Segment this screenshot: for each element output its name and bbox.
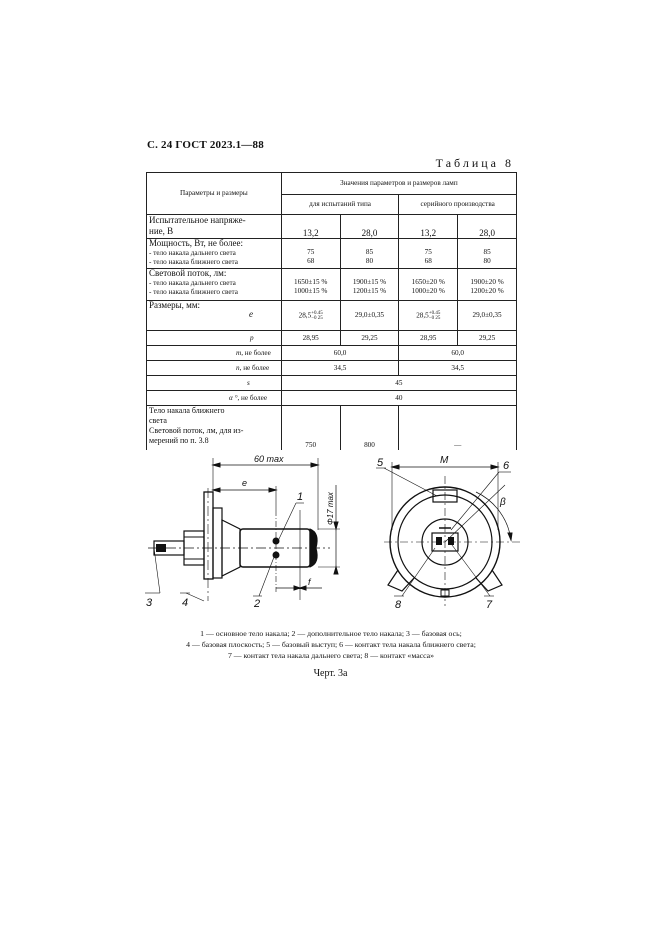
- row-alpha-label: α °, не более: [147, 391, 282, 406]
- callout-5: 5: [377, 457, 384, 469]
- cell: 28,95: [399, 331, 458, 346]
- dim-f: f: [308, 577, 311, 587]
- cell: 1650±20 % 1000±20 %: [399, 269, 458, 301]
- cell: 28,5+0.45 −0 25: [399, 301, 458, 331]
- cell: 800: [340, 406, 399, 450]
- row-m-label: m, не более: [147, 346, 282, 361]
- dim-e: e: [242, 478, 248, 488]
- row-voltage-label: Испытательное напряже- ние, В: [147, 215, 282, 239]
- row-n-label: n, не более: [147, 361, 282, 376]
- cell: 13,2: [399, 215, 458, 239]
- angle-beta: β: [500, 497, 506, 508]
- cell: 34,5: [281, 361, 399, 376]
- cell: 60,0: [281, 346, 399, 361]
- cell: —: [399, 406, 517, 450]
- cell: 34,5: [399, 361, 517, 376]
- dim-M: M: [440, 455, 449, 466]
- row-s-label: s: [147, 376, 282, 391]
- callout-1: 1: [297, 491, 304, 503]
- row-flux-label: Световой поток, лм: - тело накала дальнего света - тело накала ближнего света: [147, 269, 282, 301]
- row-power-label: Мощность, Вт, не более: - тело накала дальнего света - тело накала ближнего света: [147, 239, 282, 269]
- lamp-side-view: [145, 454, 340, 610]
- callout-6: 6: [503, 460, 510, 472]
- header-serial: серийного производства: [399, 195, 517, 215]
- cell: 60,0: [399, 346, 517, 361]
- dim-60max: 60 max: [254, 454, 284, 464]
- table-title: Таблица 8: [435, 156, 514, 170]
- cell: 28,0: [340, 215, 399, 239]
- header-test: для испытаний типа: [281, 195, 399, 215]
- cell: 28,0: [458, 215, 517, 239]
- cell: 75 68: [281, 239, 340, 269]
- header-params: Параметры и размеры: [147, 173, 282, 215]
- cell: 1650±15 % 1000±15 %: [281, 269, 340, 301]
- cell: 750: [281, 406, 340, 450]
- cell: 29,25: [340, 331, 399, 346]
- cell: 40: [281, 391, 516, 406]
- cell: 29,0±0,35: [458, 301, 517, 331]
- cell: 29,0±0,35: [340, 301, 399, 331]
- cell: 28,5+0.45 −0 25: [281, 301, 340, 331]
- cell: 1900±15 % 1200±15 %: [340, 269, 399, 301]
- callout-7: 7: [486, 599, 493, 611]
- cell: 28,95: [281, 331, 340, 346]
- callout-8: 8: [395, 599, 402, 611]
- header-values: Значения параметров и размеров ламп: [281, 173, 516, 195]
- cell: 45: [281, 376, 516, 391]
- cell: 13,2: [281, 215, 340, 239]
- cell: 29,25: [458, 331, 517, 346]
- cell: 75 68: [399, 239, 458, 269]
- page-header: С. 24 ГОСТ 2023.1—88: [147, 139, 264, 151]
- row-dims-label: Размеры, мм: e: [147, 301, 282, 331]
- row-lowbeam-label: Тело накала ближнего света Световой поток, лм, для из- мерений по п. 3.8: [147, 406, 282, 450]
- callout-4: 4: [182, 597, 189, 609]
- figure-label: Черт. 3а: [313, 668, 348, 679]
- callout-3: 3: [146, 597, 153, 609]
- cell: 85 80: [340, 239, 399, 269]
- dim-phi17max: Φ17 max: [326, 492, 335, 525]
- cell: 1900±20 % 1200±20 %: [458, 269, 517, 301]
- row-p-label: p: [147, 331, 282, 346]
- figure-caption: 1 — основное тело накала; 2 — дополнительное тело накала; 3 — базовая ось; 4 — базовая плоскость; 5 — базовый выступ; 6 — контакт тела накала ближнего света; 7 — контакт тела накала дальнего света; 8 — контакт «масса»: [186, 629, 476, 660]
- callout-2: 2: [254, 598, 261, 610]
- cell: 85 80: [458, 239, 517, 269]
- lamp-end-view: [376, 455, 520, 611]
